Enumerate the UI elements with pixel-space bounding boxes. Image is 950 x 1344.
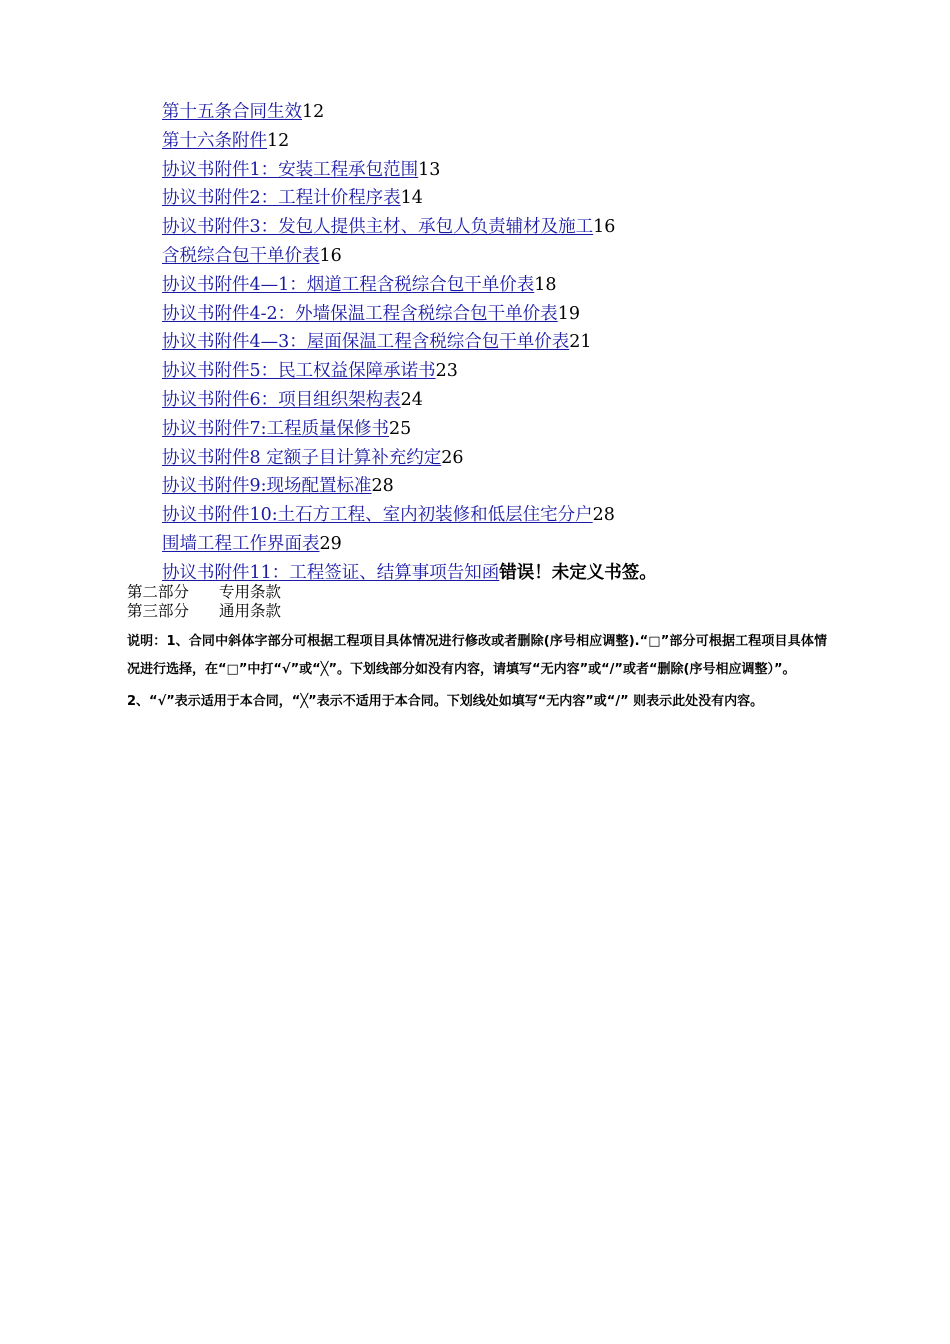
toc-page-number: 28 xyxy=(371,476,394,497)
toc-entry xyxy=(162,501,862,530)
instructions-notes xyxy=(127,628,827,720)
bookmark-error-text: 错误！未定义书签。 xyxy=(499,562,657,583)
toc-link[interactable]: 协议书附件6：项目组织架构表 xyxy=(162,389,401,410)
toc-entry xyxy=(162,98,862,127)
toc-page-number: 16 xyxy=(319,245,342,266)
toc-page-number: 16 xyxy=(593,217,616,238)
toc-entry xyxy=(162,472,862,501)
toc-entry xyxy=(162,156,862,185)
toc-link[interactable]: 协议书附件4—1：烟道工程含税综合包干单价表 xyxy=(162,274,535,295)
toc-page-number: 21 xyxy=(569,332,592,353)
parts-list xyxy=(127,583,281,621)
note-paragraph-1: 说明：1、合同中斜体字部分可根据工程项目具体情况进行修改或者删除(序号相应调整).“□”部分可根据工程项目具体情况进行选择，在“□”中打“√”或“╳”。下划线部分如没有内容，请填写“无内容”或“/”或者“删除(序号相应调整）”。 xyxy=(127,634,827,677)
toc-entry xyxy=(162,300,862,329)
toc-page-number: 18 xyxy=(534,274,557,295)
part-name: 第二部分 xyxy=(127,583,190,601)
toc-entry xyxy=(162,357,862,386)
toc-entry xyxy=(162,444,862,473)
toc-link[interactable]: 协议书附件1：安装工程承包范围 xyxy=(162,159,419,180)
toc-link[interactable]: 协议书附件4-2：外墙保温工程含税综合包干单价表 xyxy=(162,303,558,324)
toc-page-number: 29 xyxy=(319,533,342,554)
note-paragraph-2: 2、“√”表示适用于本合同，“╳”表示不适用于本合同。下划线处如填写“无内容”或“/” 则表示此处没有内容。 xyxy=(127,694,764,709)
toc-page-number: 26 xyxy=(441,447,464,468)
toc-page-number: 12 xyxy=(302,102,325,122)
toc-link[interactable]: 第十五条合同生效 xyxy=(162,102,302,122)
toc-link[interactable]: 第十六条附件 xyxy=(162,130,267,151)
toc-link[interactable]: 协议书附件9:现场配置标准 xyxy=(162,476,372,497)
toc-page-number: 13 xyxy=(418,159,441,180)
toc-link[interactable]: 协议书附件7:工程质量保修书 xyxy=(162,418,390,439)
toc-entry xyxy=(162,328,862,357)
part-title: 专用条款 xyxy=(219,583,282,601)
part-line xyxy=(127,583,281,602)
toc-entry xyxy=(162,530,862,559)
toc-link[interactable]: 协议书附件8 定额子目计算补充约定 xyxy=(162,447,442,468)
toc-link[interactable]: 协议书附件3：发包人提供主材、承包人负责辅材及施工 xyxy=(162,217,594,238)
toc-link[interactable]: 围墙工程工作界面表 xyxy=(162,533,320,554)
toc-page-number: 28 xyxy=(592,505,615,526)
part-title: 通用条款 xyxy=(219,602,282,620)
toc-page-number: 23 xyxy=(435,361,458,382)
toc-entry xyxy=(162,184,862,213)
toc-page-number: 14 xyxy=(400,188,423,209)
part-line xyxy=(127,602,281,621)
toc-entry xyxy=(162,213,862,242)
toc-page-number: 25 xyxy=(389,418,412,439)
toc-link[interactable]: 协议书附件10:土石方工程、室内初装修和低层住宅分户 xyxy=(162,505,593,526)
toc-entry xyxy=(162,386,862,415)
toc-link[interactable]: 含税综合包干单价表 xyxy=(162,245,320,266)
toc-link[interactable]: 协议书附件4—3：屋面保温工程含税综合包干单价表 xyxy=(162,332,570,353)
toc-entry xyxy=(162,242,862,271)
toc-link[interactable]: 协议书附件5：民工权益保障承诺书 xyxy=(162,361,436,382)
toc-entry xyxy=(162,127,862,156)
toc-page-number: 12 xyxy=(267,130,290,151)
table-of-contents xyxy=(162,98,862,588)
toc-entry xyxy=(162,415,862,444)
toc-page-number: 19 xyxy=(557,303,580,324)
toc-entry xyxy=(162,271,862,300)
toc-page-number: 24 xyxy=(400,389,423,410)
toc-link[interactable]: 协议书附件11：工程签证、结算事项告知函 xyxy=(162,562,500,583)
part-name: 第三部分 xyxy=(127,602,190,620)
toc-link[interactable]: 协议书附件2：工程计价程序表 xyxy=(162,188,401,209)
